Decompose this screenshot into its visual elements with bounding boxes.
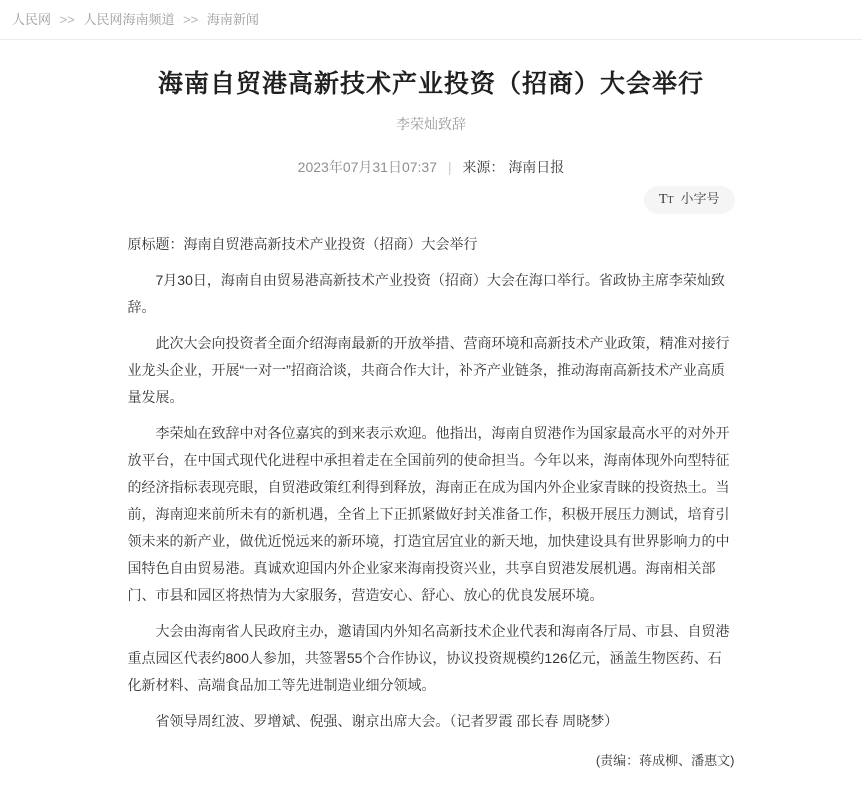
font-size-icon: TT	[658, 192, 674, 207]
article-subtitle: 李荣灿致辞	[396, 116, 466, 132]
page-title: 海南自贸港高新技术产业投资（招商）大会举行	[157, 70, 704, 98]
breadcrumb-link-hainan-channel[interactable]: 人民网海南频道	[83, 12, 175, 27]
original-title-text: 海南自贸港高新技术产业投资（招商）大会举行	[183, 236, 478, 252]
paragraph-5: 省领导周红波、罗增斌、倪强、谢京出席大会。（记者罗霞 邵长春 周晓梦）	[155, 713, 619, 729]
article-meta	[128, 157, 735, 177]
original-title-label: 原标题：	[127, 236, 184, 252]
breadcrumb-link-hainan-news[interactable]: 海南新闻	[206, 12, 259, 27]
article-toolbar	[128, 186, 735, 214]
editor-credit: (责编：蒋成柳、潘惠文)	[595, 753, 735, 768]
paragraph-2: 此次大会向投资者全面介绍海南最新的开放举措、营商环境和高新技术产业政策，精准对接行业龙头企业，开展“一对一”招商洽谈，共商合作大计，补齐产业链条，推动海南高新技术产业高质量发展。	[127, 335, 730, 405]
paragraph-3: 李荣灿在致辞中对各位嘉宾的到来表示欢迎。他指出，海南自贸港作为国家最高水平的对外开放平台，在中国式现代化进程中承担着走在全国前列的使命担当。今年以来，海南体现外向型特征的经济指标表现亮眼，自贸港政策红利得到释放，海南正在成为国内外企业家青睐的投资热土。当前，海南迎来前所未有的新机遇，全省上下正抓紧做好封关准备工作，积极开展压力测试，培育引领未来的新产业，做优近悦远来的新环境，打造宜居宜业的新天地，加快建设具有世界影响力的中国特色自由贸易港。真诚欢迎国内外企业家来海南投资兴业，共享自贸港发展机遇。海南相关部门、市县和园区将热情为大家服务，营造安心、舒心、放心的优良发展环境。	[127, 425, 730, 603]
breadcrumb-link-peoples-daily[interactable]: 人民网	[12, 12, 52, 27]
original-title-line	[128, 231, 735, 258]
source-label: 来源：	[462, 159, 505, 175]
article-body	[128, 231, 735, 786]
font-size-button[interactable]	[644, 186, 735, 214]
publish-date: 2023年07月31日07:37	[297, 159, 437, 175]
paragraph-4: 大会由海南省人民政府主办，邀请国内外知名高新技术企业代表和海南各厅局、市县、自贸港重点园区代表约800人参加，共签署55个合作协议，协议投资规模约126亿元，涵盖生物医药、石化新材料、高端食品加工等先进制造业细分领域。	[127, 623, 730, 693]
paragraph-1: 7月30日，海南自由贸易港高新技术产业投资（招商）大会在海口举行。省政协主席李荣灿致辞。	[127, 272, 725, 315]
breadcrumb-separator: >>	[183, 12, 199, 27]
breadcrumb-separator: >>	[59, 12, 75, 27]
content-column	[128, 69, 735, 786]
source-name: 海南日报	[508, 159, 565, 175]
font-size-button-label: 小字号	[680, 191, 720, 206]
breadcrumb	[0, 0, 862, 40]
meta-divider: |	[447, 159, 452, 175]
